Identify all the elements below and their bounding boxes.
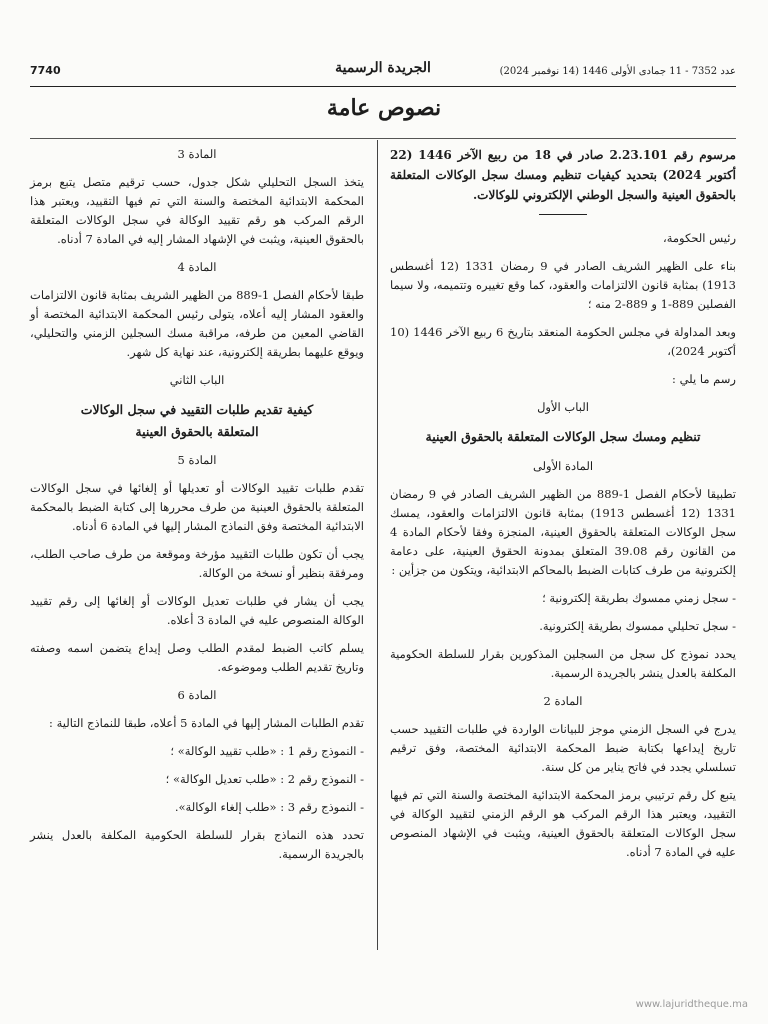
issue-info: عدد 7352 - 11 جمادى الأولى 1446 (14 نوفمبر 2024)	[499, 66, 736, 77]
bab2-title-line: كيفية تقديم طلبات التقييد في سجل الوكالات	[80, 402, 314, 417]
article-5-label: المادة 5	[177, 453, 217, 467]
decree-title: مرسوم رقم 2.23.101 صادر في 18 من ربيع الآخر 1446 (22 أكتوبر 2024) بتحديد كيفيات تنظيم ومسك سجل الوكالات المتعلقة بالحقوق العينية والسجل الوطني الإلكتروني للوكالات.	[390, 148, 736, 202]
article-4-label: المادة 4	[177, 260, 217, 274]
preamble-line: رئيس الحكومة،	[663, 231, 736, 245]
article-1-text2: يحدد نموذج كل سجل من السجلين المذكورين بقرار للسلطة الحكومية المكلفة بالعدل ينشر بالجريدة الرسمية.	[390, 647, 736, 680]
article-6-text: تقدم الطلبات المشار إليها في المادة 5 أعلاه، طبقا للنماذج التالية :	[49, 716, 364, 730]
bab2-title	[30, 399, 364, 443]
preamble-line: رسم ما يلي :	[672, 372, 736, 386]
article-1-label: المادة الأولى	[532, 459, 594, 473]
article-3-text: يتخذ السجل التحليلي شكل جدول، حسب ترقيم متصل يتبع برمز المحكمة الابتدائية المختصة والسنة التي تم فيها التقييد، ويعتبر هذا الرقم المركب هو رقم تقييد الوكالة في سجل الوكالات المتعلقة بالحقوق العينية، ويثبت في الإشهاد المشار إليه في المادة 7 أدناه.	[30, 175, 364, 246]
bab2-title-line: المتعلقة بالحقوق العينية	[135, 424, 259, 439]
bab2-label: الباب الثاني	[169, 373, 225, 387]
article-1-item: - سجل تحليلي ممسوك بطريقة إلكترونية.	[539, 619, 736, 633]
left-column	[30, 145, 364, 873]
column-divider	[377, 140, 378, 950]
article-5-text: يسلم كاتب الضبط لمقدم الطلب وصل إيداع يتضمن اسمه وصفته وتاريخ تقديم الطلب وموضوعه.	[30, 641, 364, 674]
article-6-item: - النموذج رقم 3 : «طلب إلغاء الوكالة».	[174, 800, 364, 814]
title-rule	[539, 214, 587, 215]
preamble-line: بناء على الظهير الشريف الصادر في 9 رمضان 1331 (12 أغسطس 1913) بمثابة قانون الالتزامات والعقود، كما وقع تغييره وتتميمه، ولا سيما الفصلين 889-1 و 889-2 منه ؛	[390, 259, 737, 311]
preamble-line: وبعد المداولة في مجلس الحكومة المنعقد بتاريخ 6 ربيع الآخر 1446 (10 أكتوبر 2024)،	[390, 325, 736, 358]
journal-name: الجريدة الرسمية	[335, 60, 431, 76]
article-6-item: - النموذج رقم 2 : «طلب تعديل الوكالة» ؛	[165, 772, 364, 786]
article-3-label: المادة 3	[177, 147, 217, 161]
article-6-label: المادة 6	[177, 688, 217, 702]
right-column	[390, 145, 736, 871]
article-2-label: المادة 2	[543, 694, 583, 708]
article-1-text: تطبيقا لأحكام الفصل 1-889 من الظهير الشريف الصادر في 9 رمضان 1331 (12 أغسطس 1913) بمثابة قانون الالتزامات والعقود، يمسك سجل الوكالات المتعلقة بالحقوق العينية، المنجزة وفقا لأحكام المادة 4 من القانون رقم 39.08 المتعلق بمدونة الحقوق العينية، على دعامة إلكترونية من طرف كتابات الضبط بالمحاكم الابتدائية، ويتكون من جزأين :	[390, 487, 737, 577]
article-2-text: يدرج في السجل الزمني موجز للبيانات الواردة في طلبات التقييد حسب تاريخ إيداعها بكتابة ضبط المحكمة الابتدائية المختصة، وفق ترقيم تسلسلي يجدد في فاتح يناير من كل سنة.	[390, 722, 736, 774]
article-5-text: يجب أن تكون طلبات التقييد مؤرخة وموقعة من طرف صاحب الطلب، ومرفقة بنظير أو نسخة من الوكالة.	[30, 547, 364, 580]
article-4-text: طبقا لأحكام الفصل 1-889 من الظهير الشريف بمثابة قانون الالتزامات والعقود المشار إليه أعلاه، يتولى رئيس المحكمة الابتدائية المختصة أو القاضي المعين من طرفه، مراقبة مسك السجلين الزمني والتحليلي، ويوقع عليهما بطريقة إلكترونية، عند نهاية كل شهر.	[30, 288, 364, 359]
bab1-label: الباب الأول	[537, 400, 589, 414]
article-5-text: تقدم طلبات تقييد الوكالات أو تعديلها أو إلغائها في سجل الوكالات المتعلقة بالحقوق العينية من طرف محررها إلى كتابة الضبط بالمحكمة الابتدائية المختصة وفق النماذج المشار إليها في المادة 6 أدناه.	[30, 481, 364, 533]
page-number: 7740	[30, 64, 61, 77]
header-rule	[30, 86, 736, 87]
section-rule	[30, 138, 736, 139]
watermark: www.lajuridtheque.ma	[635, 999, 748, 1010]
section-title: نصوص عامة	[326, 95, 442, 121]
article-6-item: - النموذج رقم 1 : «طلب تقييد الوكالة» ؛	[170, 744, 364, 758]
article-5-text: يجب أن يشار في طلبات تعديل الوكالات أو إلغائها إلى رقم تقييد الوكالة المنصوص عليه في المادة 3 أعلاه.	[30, 594, 364, 627]
page-header	[30, 62, 736, 84]
article-2-text: يتبع كل رقم ترتيبي برمز المحكمة الابتدائية المختصة والسنة التي تم فيها التقييد، ويعتبر هذا الرقم المركب هو الرقم الزمني لتقييد الوكالة في سجل الوكالات المتعلقة بالحقوق العينية، ويثبت في الإشهاد المنصوص عليه في المادة 7 أدناه.	[390, 788, 736, 859]
article-1-item: - سجل زمني ممسوك بطريقة إلكترونية ؛	[542, 591, 736, 605]
article-6-text: تحدد هذه النماذج بقرار للسلطة الحكومية المكلفة بالعدل ينشر بالجريدة الرسمية.	[30, 828, 364, 861]
bab1-title: تنظيم ومسك سجل الوكالات المتعلقة بالحقوق العينية	[425, 429, 701, 444]
